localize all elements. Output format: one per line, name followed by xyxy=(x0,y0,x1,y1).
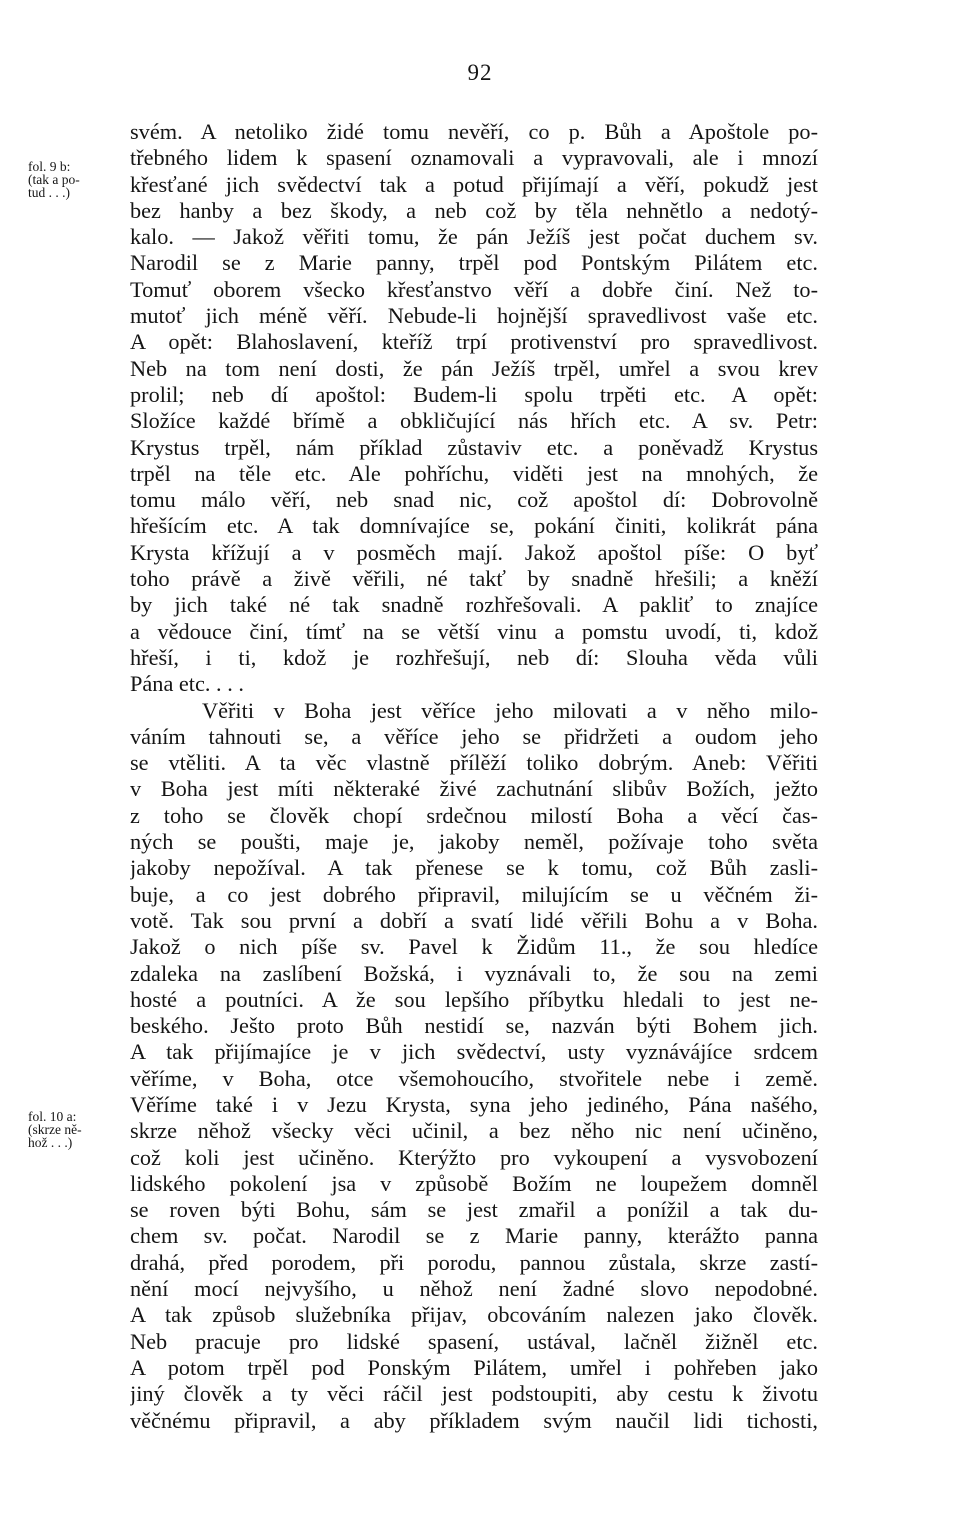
text-line: Věříme také i v Jezu Krysta, syna jeho jediného, Pána našého, xyxy=(130,1091,818,1117)
text-line: jakoby nepožíval. A tak přenese se k tomu, což Bůh zasli- xyxy=(130,855,818,881)
text-line: A opět: Blahoslavení, kteříž trpí protivenství pro spravedlivost. xyxy=(130,329,818,355)
text-line: bez hanby a bez škody, a neb což by těla nehnětlo a nedotý- xyxy=(130,197,818,223)
text-line: mutoť jich méně věří. Nebude-li hojnější spravedlivost vaše etc. xyxy=(130,303,818,329)
text-line: by jich také né tak snadně rozhřešovali. A pakliť to znajíce xyxy=(130,592,818,618)
margin-note-line: (tak a po- xyxy=(28,172,80,187)
text-line: hřeší, i ti, kdož je rozhřešují, neb dí: Slouha věda vůli xyxy=(130,644,818,670)
text-line: hřešícím etc. A tak domnívajíce se, pokání činiti, kolikrát pána xyxy=(130,513,818,539)
text-line: trpěl na těle etc. Ale pohříchu, viděti jest na mnohých, že xyxy=(130,460,818,486)
text-line-paragraph-start: Věřiti v Boha jest věříce jeho milovati a v něho milo- xyxy=(202,697,818,723)
text-line: tomu málo věří, neb snad nic, což apoštol dí: Dobrovolně xyxy=(130,487,818,513)
margin-note-line: hož . . .) xyxy=(28,1135,73,1150)
margin-note-fol-9b xyxy=(28,160,126,199)
text-line: Jakož o nich píše sv. Pavel k Židům 11., že sou hledíce xyxy=(130,934,818,960)
text-line: svém. A netoliko židé tomu nevěří, co p. Bůh a Apoštole po- xyxy=(130,119,818,144)
text-line: z toho se člověk chopí srdečnou milostí Boha a věcí čas- xyxy=(130,802,818,828)
text-line: drahá, před porodem, při porodu, pannou zůstala, skrze zastí- xyxy=(130,1249,818,1275)
text-line: Tomuť oborem všecko křesťanstvo věří a dobře činí. Než to- xyxy=(130,276,818,302)
text-line: Narodil se z Marie panny, trpěl pod Pontským Pilátem etc. xyxy=(130,250,818,276)
text-line: Krysta křížují a v posměch mají. Jakož apoštol píše: O byť xyxy=(130,539,818,565)
text-line: lidského pokolení jsa v způsobě Božím ne loupežem domněl xyxy=(130,1170,818,1196)
text-line: toho právě a živě věřili, né takť by snadně hřešili; a kněží xyxy=(130,566,818,592)
page-number: 92 xyxy=(467,60,493,85)
text-line: což koli jest učiněno. Kterýžto pro vykoupení a vysvobození xyxy=(130,1144,818,1170)
text-line: se vtěliti. A ta věc vlastně přílěží toliko dobrým. Aneb: Věřiti xyxy=(130,750,818,776)
text-line: chem sv. počat. Narodil se z Marie panny, kterážto panna xyxy=(130,1223,818,1249)
text-line: se roven býti Bohu, sám se jest zmařil a ponížil a tak du- xyxy=(130,1197,818,1223)
text-line: hosté a poutníci. A že sou lepšího příbytku hledali to jest ne- xyxy=(130,986,818,1012)
text-line: věříme, v Boha, otce všemohoucího, stvořitele nebe i země. xyxy=(130,1065,818,1091)
margin-note-line: tud . . .) xyxy=(28,185,70,200)
margin-note-line: fol. 10 a: xyxy=(28,1109,77,1124)
text-line: buje, a co jest dobrého připravil, milujícím se u věčném ži- xyxy=(130,881,818,907)
text-line: beského. Ješto proto Bůh nestidí se, nazván býti Bohem jich. xyxy=(130,1013,818,1039)
text-line: prolil; neb dí apoštol: Budem-li spolu trpěti etc. A opět: xyxy=(130,381,818,407)
margin-note-fol-10a xyxy=(28,1110,126,1149)
text-line: třebného lidem k spasení oznamovali a vypravovali, ale i mnozí xyxy=(130,145,818,171)
text-line: Neb pracuje pro lidské spasení, ustával, lačněl žižněl etc. xyxy=(130,1328,818,1354)
text-line: Neb na tom není dosti, že pán Ježíš trpěl, umřel a svou krev xyxy=(130,355,818,381)
margin-note-line: (skrze ně- xyxy=(28,1122,82,1137)
text-line: jiný člověk a ty věci ráčil jest podstoupiti, aby cestu k životu xyxy=(130,1381,818,1407)
margin-note-line: fol. 9 b: xyxy=(28,159,71,174)
text-line: A tak přijímajíce je v jich svědectví, usty vyznávájíce srdcem xyxy=(130,1039,818,1065)
text-line: A potom trpěl pod Ponským Pilátem, umřel i pohřeben jako xyxy=(130,1354,818,1380)
text-line: Složíce každé břímě a obkličující nás hřích etc. A sv. Petr: xyxy=(130,408,818,434)
text-line: křesťané jich svědectví tak a potud přijímají a věří, pokudž jest xyxy=(130,171,818,197)
text-line: zdaleka na zaslíbení Božská, i vyznávali to, že sou na zemi xyxy=(130,960,818,986)
text-line: a vědouce činí, tímť na se větší vinu a pomstu uvodí, ti, kdož xyxy=(130,618,818,644)
text-line: věčnému připravil, a aby příkladem svým naučil lidi tichosti, xyxy=(130,1407,818,1433)
body-text xyxy=(130,119,818,1434)
text-line: ných se poušti, maje je, jakoby neměl, požívaje toho světa xyxy=(130,829,818,855)
text-line: v Boha jest míti některaké živé zachutnání slibův Božích, ježto xyxy=(130,776,818,802)
text-line: nění mocí nejvyšího, u něhož není žadné slovo nepodobné. xyxy=(130,1276,818,1302)
text-line: kalo. — Jakož věřiti tomu, že pán Ježíš jest počat duchem sv. xyxy=(130,224,818,250)
text-line: skrze něhož všecky věci učinil, a bez něho nic není učiněno, xyxy=(130,1118,818,1144)
text-line: Krystus trpěl, nám příklad zůstaviv etc. a poněvadž Krystus xyxy=(130,434,818,460)
text-line: votě. Tak sou první a dobří a svatí lidé věřili Bohu a v Boha. xyxy=(130,907,818,933)
text-line: váním tahnouti se, a věříce jeho se přidržeti a oudom jeho xyxy=(130,723,818,749)
text-line-paragraph-end: Pána etc. . . . xyxy=(130,671,244,697)
text-line: A tak způsob služebníka přijav, obcováním nalezen jako člověk. xyxy=(130,1302,818,1328)
